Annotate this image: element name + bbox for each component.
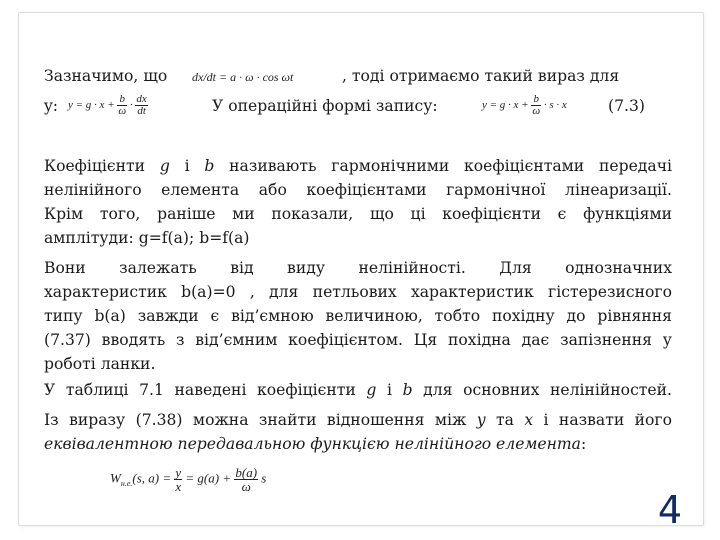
formula-y-time-domain: y = g · x + $\frac{b}{\omega}$ · $\frac{dx}{dt}$ [68, 93, 147, 117]
para4-line-2: еквівалентною передавальною функцією нелінійного елемента: [44, 435, 587, 453]
para2-line-5: роботі ланки. [44, 355, 156, 373]
f2-lhs: y = g · x + [68, 99, 118, 112]
para1-line-4: амплітуди: g=f(a); b=f(a) [44, 229, 250, 247]
intro-operational-form-label: У операційні формі запису: [212, 97, 438, 115]
formula-y-operational: y = g · x + $\frac{b}{\omega}$ · s · x [482, 93, 567, 117]
para2-line-2: характеристик b(a)=0 , для петльових характеристик гістерезисного [44, 283, 672, 301]
equation-number: (7.3) [608, 97, 645, 115]
fraction-dx-dt: $\frac{dx}{dt}$ [136, 93, 147, 117]
formula-dxdt: dx/dt = a · ω · cos ωt [192, 70, 294, 84]
intro-text-2: , тоді отримаємо такий вираз для [342, 67, 620, 85]
fraction-y-x: $\frac{y}{x}$ [175, 465, 182, 494]
para1-line-2: нелінійного елемента або коефіцієнтами гармонічної лінеаризації. [44, 181, 672, 199]
para4-line-1: Із виразу (7.38) можна знайти відношення між y та x і назвати його [44, 411, 672, 429]
para1-line-3: Крім того, раніше ми показали, що ці коефіцієнти є функціями [44, 205, 672, 223]
intro-text-1: Зазначимо, що [44, 67, 168, 85]
fraction-ba-omega: $\frac{b(a)}{\omega}$ [235, 465, 258, 494]
para2-line-3: типу b(a) завжди є від’ємною величиною, тобто похідну до рівняння [44, 307, 672, 325]
para3-line-1: У таблиці 7.1 наведені коефіцієнти g і b для основних нелінійностей. [44, 381, 673, 399]
intro-y-label: y: [44, 97, 59, 115]
formula-transfer-function: $W_{н.е.}(s$, a) = $\frac{y}{x}$ = g(a) + $\frac{b(a)}{\omega}$ s [110, 465, 267, 494]
para2-line-4: (7.37) вводять з від’ємним коефіцієнтом. Ця похідна дає запізнення у [44, 331, 672, 349]
fraction-b-omega: $\frac{b}{\omega}$ [118, 93, 127, 117]
page-number: 4 [657, 488, 683, 532]
intro-line-1-tail [342, 64, 672, 88]
fraction-b-omega-2: $\frac{b}{\omega}$ [532, 93, 541, 117]
para2-line-1: Вони залежать від виду нелінійності. Для однозначних [44, 259, 672, 277]
para1-line-1: Коефіцієнти g і b називають гармонічними коефіцієнтами передачі [44, 157, 672, 175]
